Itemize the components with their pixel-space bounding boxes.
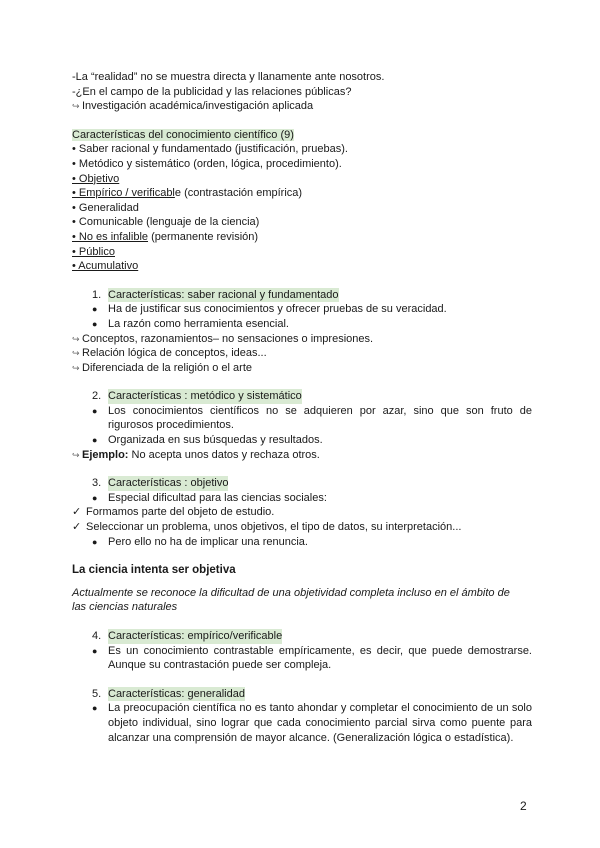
bullet-icon: ●: [92, 645, 98, 656]
arrow-icon: ↪: [72, 348, 80, 359]
bullet-icon: ●: [92, 703, 98, 714]
objetiva-italic-note: Actualmente se reconoce la dificultad de una objetividad completa incluso en el ámbito de las ciencias naturales: [72, 586, 510, 614]
bullet-icon: ●: [92, 318, 98, 329]
characteristic-item: • Objetivo: [72, 172, 120, 185]
characteristics-heading: Características del conocimiento científico (9): [72, 128, 294, 141]
section-1-heading: 1. Características: saber racional y fundamentado: [92, 288, 339, 301]
bullet-item: ● La preocupación científica no es tanto ahondar y completar el conocimiento de un solo objeto individual, sino lograr que cada conocimiento parcial sirva como puente para alcanzar una comprensión de mayor alcance. (Generalización lógica o estadística).: [92, 702, 532, 744]
bullet-item: ● Es un conocimiento contrastable empíricamente, es decir, que puede demostrarse. Aunque su contrastación puede ser compleja.: [92, 644, 532, 672]
check-line: ✓ Formamos parte del objeto de estudio.: [72, 506, 275, 519]
arrow-line: ↪ Conceptos, razonamientos– no sensaciones o impresiones.: [72, 332, 374, 345]
bullet-icon: ●: [92, 492, 98, 503]
bullet-item: ● Pero ello no ha de implicar una renuncia.: [92, 535, 308, 548]
arrow-icon: ↪: [72, 449, 80, 460]
arrow-line: ↪ Diferenciada de la religión o el arte: [72, 361, 252, 374]
characteristic-item: • Comunicable (lenguaje de la ciencia): [72, 216, 260, 229]
arrow-icon: ↪: [72, 101, 80, 112]
bullet-icon: ●: [92, 536, 98, 547]
characteristic-item: • Acumulativo: [72, 260, 139, 273]
section-2-heading: 2. Características : metódico y sistemático: [92, 390, 302, 403]
example-line: ↪ Ejemplo: No acepta unos datos y rechaza otros.: [72, 448, 320, 461]
characteristic-item: • Metódico y sistemático (orden, lógica, procedimiento).: [72, 157, 342, 170]
bullet-item: ● Organizada en sus búsquedas y resultados.: [92, 434, 323, 447]
bullet-item: ● Especial dificultad para las ciencias sociales:: [92, 491, 327, 504]
section-4-heading: 4. Características: empírico/verificable: [92, 630, 283, 642]
intro-line: -¿En el campo de la publicidad y las relaciones públicas?: [72, 85, 352, 98]
document-page: [72, 70, 532, 745]
bullet-item: ● Ha de justificar sus conocimientos y ofrecer pruebas de su veracidad.: [92, 303, 447, 316]
bullet-icon: ●: [92, 435, 98, 446]
check-line: ✓ Seleccionar un problema, unos objetivos, el tipo de datos, su interpretación...: [72, 521, 462, 534]
bullet-icon: ●: [92, 304, 98, 315]
characteristic-item: • Saber racional y fundamentado (justificación, pruebas).: [72, 143, 348, 156]
objetiva-title: La ciencia intenta ser objetiva: [72, 564, 236, 577]
arrow-icon: ↪: [72, 362, 80, 373]
arrow-line: ↪ Relación lógica de conceptos, ideas...: [72, 347, 267, 360]
bullet-item: ● Los conocimientos científicos no se adquieren por azar, sino que son fruto de rigurosos procedimientos.: [92, 404, 532, 432]
arrow-icon: ↪: [72, 333, 80, 344]
characteristic-item: • Empírico / verificable (contrastación empírica): [72, 187, 303, 200]
characteristic-item: • Público: [72, 245, 115, 258]
section-5-heading: 5. Características: generalidad: [92, 687, 245, 700]
characteristic-item: • No es infalible (permanente revisión): [72, 230, 259, 243]
bullet-item: ● La razón como herramienta esencial.: [92, 317, 289, 330]
intro-line: ↪ Investigación académica/investigación aplicada: [72, 100, 314, 113]
section-3-heading: 3. Características : objetivo: [92, 477, 229, 490]
intro-line: -La “realidad” no se muestra directa y llanamente ante nosotros.: [72, 71, 385, 83]
bullet-icon: ●: [92, 405, 98, 416]
characteristic-item: • Generalidad: [72, 201, 139, 214]
page-number: 2: [520, 799, 527, 813]
checkmark-icon: ✓: [72, 521, 82, 534]
checkmark-icon: ✓: [72, 506, 82, 519]
